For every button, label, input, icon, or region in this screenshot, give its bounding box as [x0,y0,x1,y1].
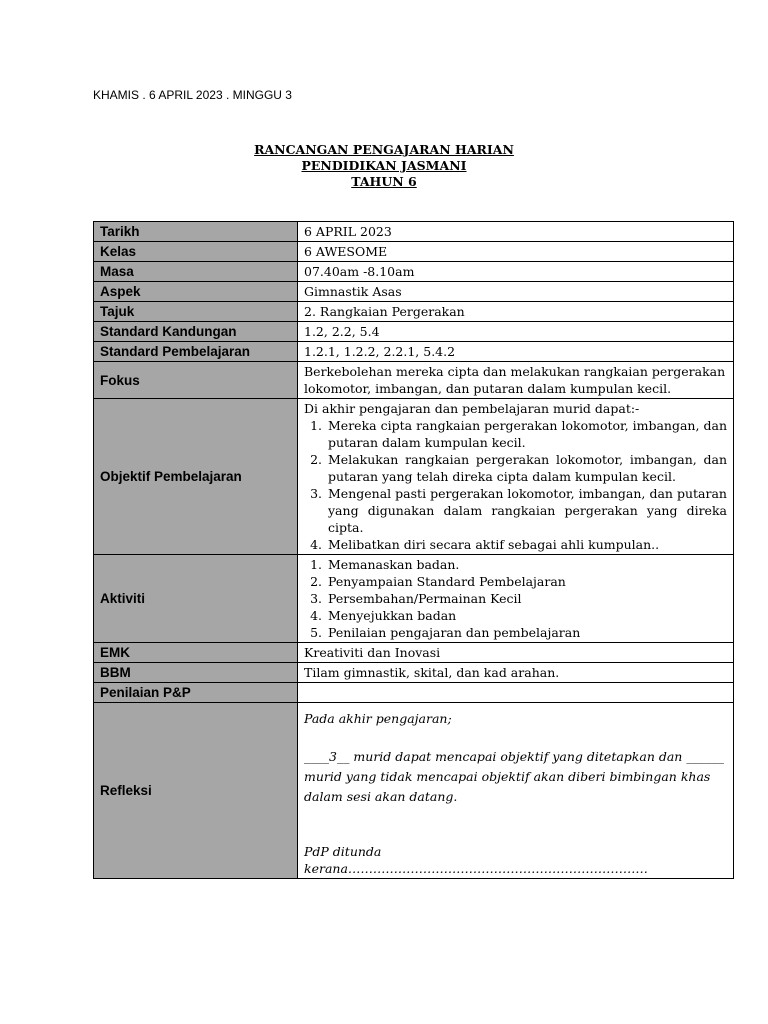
value-emk: Kreativiti dan Inovasi [298,643,734,663]
value-kelas: 6 AWESOME [298,242,734,262]
row-aspek [94,282,734,302]
label-standard-pembelajaran: Standard Pembelajaran [94,342,298,362]
label-aktiviti: Aktiviti [94,555,298,643]
value-aspek: Gimnastik Asas [298,282,734,302]
label-objektif-pembelajaran: Objektif Pembelajaran [94,399,298,555]
value-standard-pembelajaran: 1.2.1, 1.2.2, 2.2.1, 5.4.2 [298,342,734,362]
aktiviti-item: 5. Penilaian pengajaran dan pembelajaran [326,624,727,641]
label-fokus: Fokus [94,362,298,399]
row-standard-pembelajaran [94,342,734,362]
row-emk [94,643,734,663]
title-line-2: PENDIDIKAN JASMANI [301,158,467,173]
label-aspek: Aspek [94,282,298,302]
row-objektif-pembelajaran [94,399,734,555]
value-fokus: Berkebolehan mereka cipta dan melakukan rangkaian pergerakan lokomotor, imbangan, dan putaran dalam kumpulan kecil. [298,362,734,399]
row-refleksi [94,703,734,879]
row-standard-kandungan [94,322,734,342]
aktiviti-list [304,556,727,641]
label-standard-kandungan: Standard Kandungan [94,322,298,342]
label-tarikh: Tarikh [94,222,298,242]
title-line-3: TAHUN 6 [351,174,417,189]
row-kelas [94,242,734,262]
row-masa [94,262,734,282]
value-tarikh: 6 APRIL 2023 [298,222,734,242]
label-penilaian: Penilaian P&P [94,683,298,703]
lesson-plan-table [93,221,734,879]
aktiviti-item: 3. Persembahan/Permainan Kecil [326,590,727,607]
refleksi-line-1: Pada akhir pengajaran; [304,711,452,726]
objektif-item: 4. Melibatkan diri secara aktif sebagai ahli kumpulan.. [326,536,727,553]
row-penilaian [94,683,734,703]
title-line-1: RANCANGAN PENGAJARAN HARIAN [254,142,514,157]
label-tajuk: Tajuk [94,302,298,322]
objektif-intro: Di akhir pengajaran dan pembelajaran murid dapat:- [304,401,640,416]
label-emk: EMK [94,643,298,663]
aktiviti-item: 1. Memanaskan badan. [326,556,727,573]
objektif-list [304,417,727,553]
row-bbm [94,663,734,683]
objektif-item: 3. Mengenal pasti pergerakan lokomotor, imbangan, dan putaran yang digunakan dalam rangkaian pergerakan yang direka cipta. [326,485,727,536]
value-penilaian [298,683,734,703]
row-aktiviti [94,555,734,643]
label-refleksi: Refleksi [94,703,298,879]
value-masa: 07.40am -8.10am [298,262,734,282]
label-bbm: BBM [94,663,298,683]
value-standard-kandungan: 1.2, 2.2, 5.4 [298,322,734,342]
value-tajuk: 2. Rangkaian Pergerakan [298,302,734,322]
refleksi-line-3: PdP ditunda kerana……………………………………………………………… [304,844,648,876]
objektif-item: 1. Mereka cipta rangkaian pergerakan lokomotor, imbangan, dan putaran dalam kumpulan kecil. [326,417,727,451]
value-bbm: Tilam gimnastik, skital, dan kad arahan. [298,663,734,683]
value-aktiviti [298,555,734,643]
value-objektif-pembelajaran [298,399,734,555]
refleksi-line-2: ____3__ murid dapat mencapai objektif yang ditetapkan dan ______ murid yang tidak mencapai objektif akan diberi bimbingan khas dalam sesi akan datang. [304,749,724,804]
row-tarikh [94,222,734,242]
row-tajuk [94,302,734,322]
aktiviti-item: 4. Menyejukkan badan [326,607,727,624]
objektif-item: 2. Melakukan rangkaian pergerakan lokomotor, imbangan, dan putaran yang telah direka cipta dalam kumpulan kecil. [326,451,727,485]
value-refleksi [298,703,734,879]
document-title [0,142,768,190]
aktiviti-item: 2. Penyampaian Standard Pembelajaran [326,573,727,590]
date-line: KHAMIS . 6 APRIL 2023 . MINGGU 3 [93,88,292,102]
label-kelas: Kelas [94,242,298,262]
row-fokus [94,362,734,399]
label-masa: Masa [94,262,298,282]
